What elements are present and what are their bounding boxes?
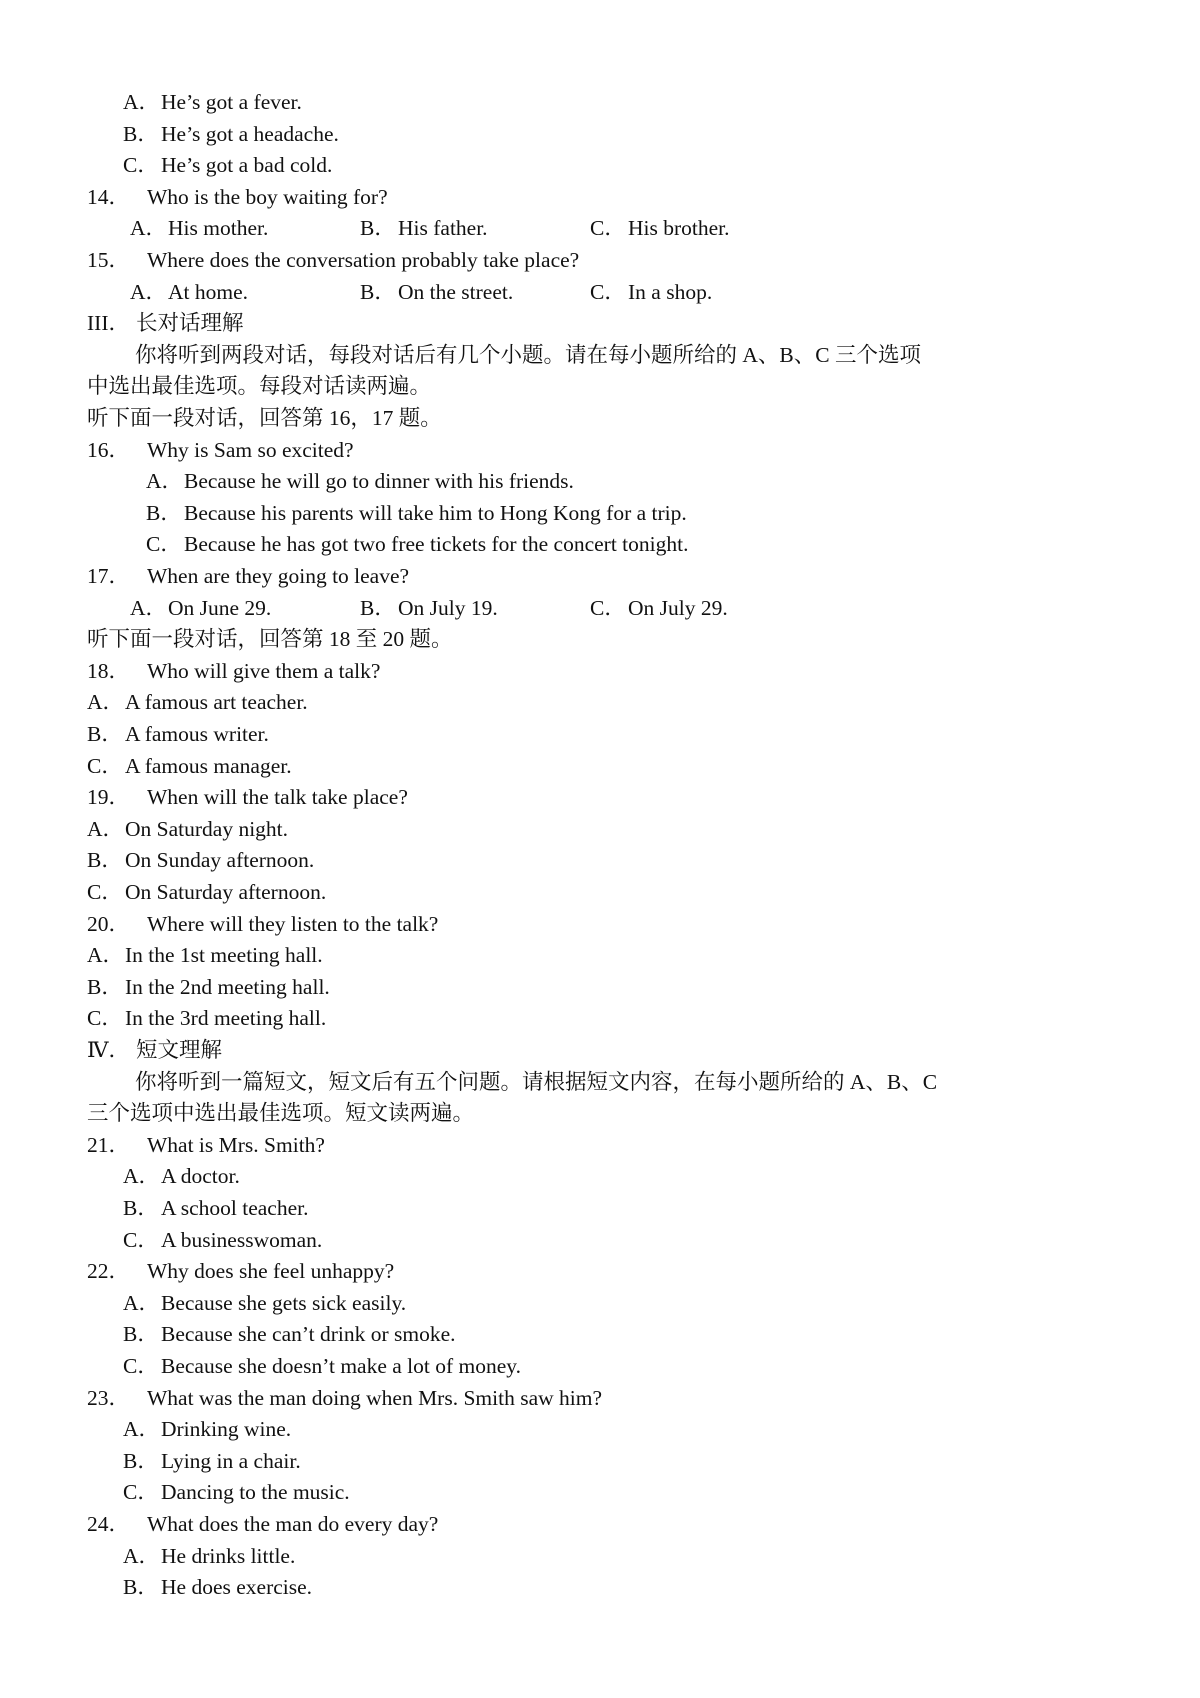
- q16-option-c: [146, 529, 688, 561]
- q23-option-b: [123, 1446, 301, 1478]
- question-text: Who is the boy waiting for?: [147, 184, 388, 209]
- q19-option-c: [87, 877, 326, 909]
- q22-option-a: [123, 1288, 406, 1320]
- option-text: On the street.: [398, 279, 514, 304]
- option-text: Because she doesn’t make a lot of money.: [161, 1354, 522, 1378]
- question-number: 15．: [87, 248, 131, 272]
- q22-question: [87, 1256, 394, 1288]
- q24-option-b: [123, 1572, 312, 1604]
- q15-option-b: [360, 277, 590, 309]
- option-label: B．: [123, 1322, 159, 1347]
- q21-option-b: [123, 1193, 308, 1225]
- option-label: C．: [590, 595, 626, 620]
- question-number: 14．: [87, 184, 131, 209]
- question-text: What does the man do every day?: [147, 1512, 439, 1536]
- option-label: A．: [87, 943, 125, 968]
- option-label: A．: [87, 690, 125, 715]
- option-text: Lying in a chair.: [161, 1448, 301, 1473]
- question-number: 24．: [87, 1512, 131, 1536]
- option-label: A．: [123, 1164, 161, 1189]
- option-label: C．: [590, 216, 626, 241]
- q14-option-a: [130, 213, 360, 245]
- option-text: He drinks little.: [161, 1543, 296, 1568]
- q19-option-b: [87, 845, 314, 877]
- q17-question: [87, 561, 409, 593]
- section-3-instruction-line-1: 你将听到两段对话，每段对话后有几个小题。请在每小题所给的 A、B、C 三个选项: [135, 342, 921, 367]
- option-label: B．: [123, 1575, 159, 1600]
- option-label: B．: [123, 1196, 159, 1220]
- section-title: 短文理解: [136, 1038, 223, 1062]
- option-label: C．: [590, 279, 626, 304]
- option-label: C．: [87, 880, 123, 904]
- q15-options: [130, 277, 712, 309]
- section-numeral: Ⅳ．: [87, 1038, 130, 1062]
- q19-option-a: [87, 814, 288, 846]
- option-text: On July 19.: [398, 595, 498, 620]
- option-text: Because his parents will take him to Hong Kong for a trip.: [184, 500, 687, 525]
- question-text: Who will give them a talk?: [147, 658, 381, 683]
- q21-question: [87, 1130, 325, 1162]
- q24-option-a: [123, 1541, 295, 1573]
- question-text: Why does she feel unhappy?: [147, 1259, 395, 1284]
- q15-question: [87, 245, 579, 277]
- question-text: Where does the conversation probably take place?: [147, 248, 580, 272]
- q22-option-c: [123, 1351, 521, 1383]
- option-text: His father.: [398, 216, 488, 241]
- section-4-instruction-line-2: 三个选项中选出最佳选项。短文读两遍。: [87, 1101, 475, 1126]
- option-label: A．: [146, 469, 184, 494]
- option-label: A．: [87, 816, 125, 841]
- option-text: His brother.: [628, 216, 730, 241]
- q19-question: [87, 782, 408, 814]
- option-text: At home.: [168, 279, 249, 304]
- option-label: C．: [146, 532, 182, 557]
- question-number: 19．: [87, 785, 131, 810]
- question-number: 18．: [87, 658, 131, 683]
- option-label: C．: [87, 753, 123, 778]
- q24-question: [87, 1509, 438, 1541]
- option-label: B．: [87, 974, 123, 999]
- option-label: B．: [360, 279, 396, 304]
- option-text: He’s got a headache.: [161, 121, 339, 146]
- q17-option-b: [360, 593, 590, 625]
- option-text: In the 1st meeting hall.: [125, 943, 323, 968]
- option-label: B．: [87, 722, 123, 746]
- option-text: In the 3rd meeting hall.: [125, 1006, 327, 1031]
- q14-option-c: [590, 216, 730, 240]
- option-label: A．: [123, 1543, 161, 1568]
- question-number: 17．: [87, 564, 131, 588]
- option-label: A．: [123, 1290, 161, 1315]
- option-text: On July 29.: [628, 595, 728, 620]
- question-text: Where will they listen to the talk?: [147, 911, 439, 936]
- q17-option-c: [590, 596, 728, 620]
- option-text: On Sunday afternoon.: [125, 848, 315, 873]
- option-text: He does exercise.: [161, 1575, 313, 1600]
- option-label: A．: [123, 90, 161, 114]
- section-numeral: III．: [87, 311, 130, 336]
- question-number: 21．: [87, 1132, 131, 1157]
- option-text: Drinking wine.: [161, 1417, 292, 1442]
- q20-option-b: [87, 972, 330, 1004]
- question-text: When will the talk take place?: [147, 785, 408, 810]
- question-number: 20．: [87, 911, 131, 936]
- option-text: A school teacher.: [161, 1196, 309, 1220]
- q15-option-a: [130, 277, 360, 309]
- q23-question: [87, 1383, 602, 1415]
- section-4-heading: [87, 1035, 222, 1067]
- option-label: B．: [123, 1448, 159, 1473]
- section-3-heading: [87, 308, 244, 340]
- dialog-2-prompt: 听下面一段对话，回答第 18 至 20 题。: [87, 627, 453, 652]
- q20-question: [87, 909, 438, 941]
- option-text: On June 29.: [168, 595, 272, 620]
- q17-option-a: [130, 593, 360, 625]
- option-label: B．: [360, 595, 396, 620]
- option-text: In a shop.: [628, 279, 713, 304]
- q20-option-c: [87, 1003, 326, 1035]
- option-label: C．: [123, 1480, 159, 1505]
- option-text: A businesswoman.: [161, 1227, 323, 1252]
- q18-option-a: [87, 687, 308, 719]
- q23-option-c: [123, 1477, 350, 1509]
- q16-option-b: [146, 498, 687, 530]
- option-text: A famous writer.: [125, 722, 269, 746]
- q14-option-b: [360, 213, 590, 245]
- q22-option-b: [123, 1319, 456, 1351]
- option-label: A．: [130, 279, 168, 304]
- option-label: C．: [123, 153, 159, 178]
- section-title: 长对话理解: [136, 311, 244, 336]
- option-text: Because she gets sick easily.: [161, 1290, 407, 1315]
- option-text: A famous manager.: [125, 753, 292, 778]
- q14-options: [130, 213, 730, 245]
- option-text: Because he will go to dinner with his friends.: [184, 469, 574, 494]
- option-label: A．: [130, 216, 168, 241]
- question-number: 22．: [87, 1259, 131, 1284]
- option-text: He’s got a fever.: [161, 90, 302, 114]
- option-label: C．: [123, 1227, 159, 1252]
- section-3-instruction-line-2: 中选出最佳选项。每段对话读两遍。: [87, 374, 432, 399]
- option-label: C．: [123, 1354, 159, 1378]
- question-number: 23．: [87, 1385, 131, 1410]
- q16-option-a: [146, 466, 574, 498]
- q23-option-a: [123, 1414, 291, 1446]
- option-label: A．: [123, 1417, 161, 1442]
- question-text: What was the man doing when Mrs. Smith saw him?: [147, 1385, 603, 1410]
- q15-option-c: [590, 280, 712, 304]
- q18-question: [87, 656, 380, 688]
- option-text: Because he has got two free tickets for the concert tonight.: [184, 532, 689, 557]
- option-label: B．: [87, 848, 123, 873]
- q16-question: [87, 435, 354, 467]
- option-label: C．: [87, 1006, 123, 1031]
- section-4-instruction-line-1: 你将听到一篇短文，短文后有五个问题。请根据短文内容，在每小题所给的 A、B、C: [135, 1069, 938, 1094]
- option-text: A famous art teacher.: [125, 690, 308, 715]
- option-text: Dancing to the music.: [161, 1480, 350, 1505]
- question-text: Why is Sam so excited?: [147, 437, 354, 462]
- option-text: His mother.: [168, 216, 269, 241]
- q14-question: [87, 182, 388, 214]
- option-text: On Saturday night.: [125, 816, 289, 841]
- option-label: B．: [123, 121, 159, 146]
- q20-option-a: [87, 940, 323, 972]
- q21-option-c: [123, 1225, 322, 1257]
- q18-option-b: [87, 719, 269, 751]
- question-text: What is Mrs. Smith?: [147, 1132, 325, 1157]
- option-label: B．: [360, 216, 396, 241]
- q13-option-b: [123, 119, 339, 151]
- question-number: 16．: [87, 437, 131, 462]
- q13-option-a: [123, 87, 302, 119]
- q21-option-a: [123, 1161, 240, 1193]
- option-label: B．: [146, 500, 182, 525]
- option-text: He’s got a bad cold.: [161, 153, 333, 178]
- dialog-1-prompt: 听下面一段对话，回答第 16，17 题。: [87, 406, 442, 430]
- q18-option-c: [87, 751, 292, 783]
- q13-option-c: [123, 150, 332, 182]
- q17-options: [130, 593, 728, 625]
- question-text: When are they going to leave?: [147, 564, 410, 588]
- option-text: On Saturday afternoon.: [125, 880, 327, 904]
- option-text: Because she can’t drink or smoke.: [161, 1322, 456, 1347]
- option-text: A doctor.: [161, 1164, 240, 1189]
- option-label: A．: [130, 595, 168, 620]
- option-text: In the 2nd meeting hall.: [125, 974, 330, 999]
